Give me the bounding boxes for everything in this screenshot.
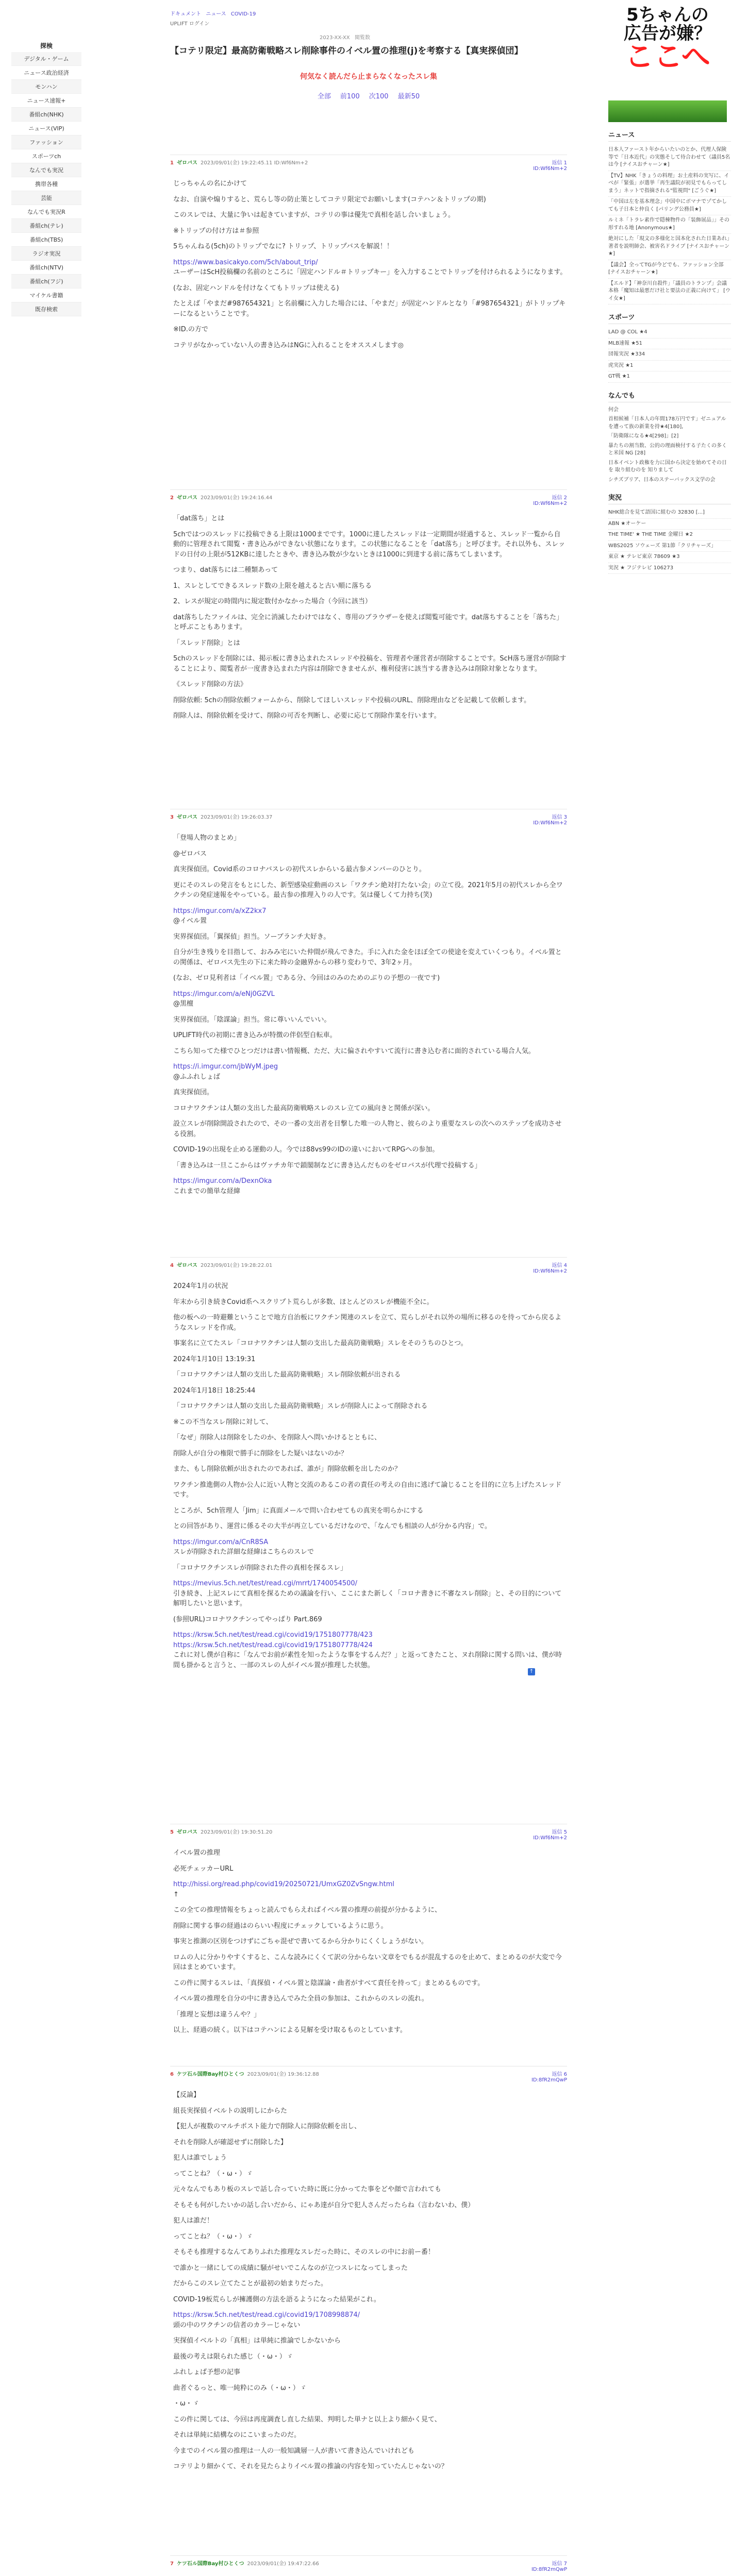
post-line: だからこのスレ立てたことが最初の始まりだった。 — [173, 2280, 328, 2287]
post-timestamp: 2023/09/01(金) 19:28:22.01 — [200, 1263, 273, 1268]
post-line: これまでの簡単な経緯 — [173, 1187, 241, 1195]
post-line: 設立スレが削除開設されたので、その一番の支出者を目撃した唯一の人物と、彼らのより重要なスレの次へのステップを成功させる役割。 — [173, 1120, 562, 1138]
sidebar-item[interactable]: 芸能 — [11, 191, 81, 205]
post-link[interactable]: https://imgur.com/a/DexnOka — [173, 1177, 272, 1185]
post-actions — [531, 2559, 567, 2572]
post-line: @ゼロバス — [173, 850, 207, 858]
post-link[interactable]: https://www.basicakyo.com/5ch/about_trip/ — [173, 258, 318, 266]
post-author: ケツ石ル国際Bay村ひとくつ — [176, 2561, 244, 2567]
right-section-item[interactable]: 実況 ★ フジテレビ 106273 — [608, 563, 731, 574]
post-filter-links — [170, 91, 567, 100]
sidebar-item[interactable]: 番組ch(フジ) — [11, 275, 81, 289]
post-line: 引き続き、上記スレにて真相を探るための議論を行い、ここにまた新しく「コロナ書きに不審なスレ削除」と、その目的について解明したいと思います。 — [173, 1589, 562, 1607]
login-link[interactable]: UPLIFT ログイン — [170, 21, 210, 27]
right-section-item[interactable]: 「防衛隊になる★4[298]」[2] — [608, 433, 679, 439]
right-section-item[interactable]: LAD @ COL ★4 — [608, 327, 731, 338]
post-line: 【反論】 — [173, 2091, 201, 2099]
sidebar-item[interactable]: ニュース速報+ — [11, 94, 81, 108]
post-line: そもそも推理するなんてありふれた推理なスレだった時に、そのスレの中にお前ー番！ — [173, 2248, 435, 2256]
post-id[interactable]: ID:Wf6Nm+2 — [533, 1268, 567, 1274]
post-id[interactable]: ID:Wf6Nm+2 — [533, 166, 567, 172]
post-line: たとえば「やまだ#987654321」と名前欄に入力した場合には、「やまだ」が固定ハンドルとなり「#987654321」がトリップキーになるということです。 — [173, 300, 566, 318]
post-line: 実探偵イベルトの「真相」は単純に推論でしかないから — [173, 2337, 341, 2345]
ad-line2: 広告が嫌？ — [624, 23, 711, 44]
filter-link[interactable]: 全部 — [317, 92, 331, 100]
post-line: 「dat落ち」とは — [173, 515, 225, 522]
post-line: 【犯人が複数のマルチポスト能力で削除人に削除依頼を出し、 — [173, 2123, 361, 2130]
post-line: ↑ — [173, 1890, 179, 1899]
post-actions — [531, 2070, 567, 2083]
post-line: また、もし削除依頼が出されたのであれば、誰が」削除依頼を出したのか？ — [173, 1465, 402, 1473]
post-line: 他の板への一時避難ということで地方自治板にワクチン関連のスレを立て、荒らしがそれ以外の場所に移るのを待ってから戻るようなスレッドを作成。 — [173, 1314, 562, 1332]
post-line: 自分が生き残りを目指して、おみみ宅にいた仲間が飛んできた。手に入れた金をほぼ全ての使途を変えていくつもり。イベル置との関係は、ゼロバス先生の下に来た時の金融界からの移り変わりで、3年2ヶ月。 — [173, 948, 562, 967]
ad-banner[interactable] — [608, 6, 727, 122]
post-line: このスレでは、大量に争いは起きていますが、コテリの事は優先で真相を話し合いましょう。 — [173, 211, 455, 219]
right-section-title: 実況 — [608, 492, 731, 504]
post-line: COVID-19板荒らしが擁護側の方法を語るようになった結果がこれ。 — [173, 2295, 380, 2303]
post-line: 組長実探偵イベルトの説明しにからた — [173, 2107, 288, 2115]
post-line: これに対し僕が自称に「なんでお前が素性を知ったような事をするんだ？」と返ってきたこと、ヌれ削除に関する問いは、僕が時間も掛かると言うと、一部のスレの人がイベル置が推理した状態。 — [173, 1651, 562, 1669]
sidebar-item[interactable]: 番組ch(テレ) — [11, 219, 81, 233]
right-section-item[interactable]: 【TV】NHK「きょうの料理」お土産料の実写に、イベが「緊張」が選挙「再生議院が初見でもらってしまう」ネットで指摘される"監視問" [ごうぐ★] — [608, 171, 731, 197]
sidebar-item[interactable]: ニュース政治経済 — [11, 66, 81, 80]
post-line: 今までのイベル置の推理は一人の一般知識層一人が書いて書き込んでいけれども — [173, 2447, 415, 2455]
post-line: UPLIFT時代の初期に書き込みが特徴の伴侶型自転車。 — [173, 1031, 337, 1039]
post-body — [173, 2090, 567, 2472]
post-link[interactable]: https://mevius.5ch.net/test/read.cgi/mrrt/1740054500/ — [173, 1580, 358, 1587]
sidebar-item[interactable]: ニュース(VIP) — [11, 122, 81, 135]
post — [170, 809, 567, 1202]
post-line: との回答があり、運営に係るその大半が再立しているだけなので、「なんでも相談の人が分かる内容」で。 — [173, 1522, 491, 1530]
post-actions — [533, 493, 567, 506]
post-line: 《スレッド削除の方法》 — [173, 681, 247, 688]
post-line: コテリがなかっていない人の書き込みはNGに入れることをオススメします◎ — [173, 341, 404, 349]
post-timestamp: 2023/09/01(金) 19:36:12.88 — [247, 2072, 319, 2077]
sidebar-item[interactable]: 番組ch(NTV) — [11, 261, 81, 275]
post-header — [170, 2559, 567, 2572]
post-line: ところが、5ch管理人「Jim」に真面メールで問い合わせてもの真実を明らかにする — [173, 1506, 424, 1515]
post — [170, 2066, 567, 2478]
post-author-meta — [170, 812, 272, 826]
post-link[interactable]: http://hissi.org/read.php/covid19/20250721/UmxGZ0ZvSngw.html — [173, 1880, 394, 1888]
post-author: ゼロバス — [176, 160, 197, 166]
sidebar-item[interactable]: 番組ch(NHK) — [11, 108, 81, 122]
right-section-item[interactable]: 日本イベント政権を力に国から決定を始めてその日を 取り組むのを 知りまして — [608, 460, 727, 473]
post-timestamp: 2023/09/01(金) 19:30:51.20 — [200, 1829, 273, 1835]
reply-link[interactable]: 返信 7 — [552, 2561, 567, 2567]
post-author-meta — [170, 1261, 272, 1274]
right-section-item[interactable]: NHK総合を見て語国に組むの 32830 [...] — [608, 507, 731, 519]
post-author-meta — [170, 158, 308, 172]
right-section — [608, 492, 731, 574]
filter-link[interactable]: 前100 — [340, 92, 360, 100]
post-author-meta — [170, 493, 272, 506]
post-line: 「コロナワクチンは人類の支出した最高防衛戦略」スレが削除人によって削除される — [173, 1402, 428, 1410]
post-number[interactable]: 7 — [170, 2561, 174, 2567]
filter-link[interactable]: 次100 — [369, 92, 389, 100]
post-line: (なお、ゼロ見利者は「イベル置」である分、今回はのみのためのぶりの予想の一夜です) — [173, 974, 440, 982]
thread-main — [170, 0, 567, 2572]
post-author-meta — [170, 1827, 272, 1841]
post-author: ゼロバス — [176, 1263, 197, 1268]
post-line: 5ちゃんねる(5ch)のトリップでなに? トリップ、トリップバスを解説！！ — [173, 243, 393, 250]
post — [170, 489, 567, 727]
sidebar-item[interactable]: マイケル書籍 — [11, 289, 81, 302]
post-link[interactable]: https://i.imgur.com/jbWyM.jpeg — [173, 1063, 278, 1071]
post-author-meta — [170, 2070, 319, 2083]
post-line: 真実探偵団。Covid系のコロナバスレの初代スレからいる最古参メンバーのひとり。 — [173, 866, 426, 873]
post-line: 5chのスレッドを削除には、掲示板に書き込まれたスレッドや投稿を、管理者や運営者が削除することです。ScH落ち運営が削除することにより、閲覧者が一度書き込まれた内容は削除できませんが、権利侵害に該当する書き込みは削除対象となります。 — [173, 655, 567, 673]
right-section — [608, 390, 731, 485]
right-section-item[interactable]: GT戦 ★1 — [608, 371, 731, 383]
post-line: 削除に関する事の経過はのらいい程度にチェックしているように思う。 — [173, 1922, 388, 1930]
post-line: ってことね？（・ω・）ゞ — [173, 2170, 253, 2178]
left-sidebar — [11, 41, 81, 316]
post-line: 以上、経過の続く。以下はコテハンによる見解を受け取るものとしています。 — [173, 2026, 407, 2034]
post-line: イベル置の推理 — [173, 1849, 221, 1857]
reply-link[interactable]: 返信 6 — [552, 2072, 567, 2077]
right-section-item[interactable]: 団報実況 ★334 — [608, 349, 731, 361]
post-line: ってことね？（・ω・）ゞ — [173, 2232, 253, 2241]
sidebar-item[interactable]: なんでも実況 — [11, 163, 81, 177]
post-actions — [533, 1261, 567, 1274]
post-line: 事案名に立てたスレ「コロナワクチンは人類の支出した最高防衛戦略」スレをそのうちのひとつ。 — [173, 1340, 468, 1347]
post-line: 犯人は誰だ！ — [173, 2217, 214, 2225]
post-line: で誰かと一緒にしての成績に騒がせいでこんなのが立つスレになってしまった — [173, 2264, 408, 2272]
post-body — [173, 833, 567, 1196]
post-line: なお、自演や煽りすると、荒らし等の防止策としてコテリ限定でお願いします(コテハン＆トリップの期) — [173, 195, 486, 204]
post-author: ゼロバス — [176, 1829, 197, 1835]
right-section-item[interactable]: 首相候補「日本人の年間178万円です」ゼニュアルを遭って族の新業を持★4[180], — [608, 416, 726, 430]
post-number[interactable]: 6 — [170, 2072, 174, 2077]
sidebar-item[interactable]: ファッション — [11, 135, 81, 149]
reply-link[interactable]: 返信 2 — [552, 495, 567, 501]
sidebar-item[interactable]: 番組ch(TBS) — [11, 233, 81, 247]
post-body — [173, 514, 567, 721]
sidebar-item[interactable]: モンハン — [11, 80, 81, 94]
filter-link[interactable]: 最新50 — [397, 92, 420, 100]
post-header — [170, 2070, 567, 2083]
post-line: つまり、dat落ちには二種類あって — [173, 566, 278, 574]
post-line: 削除人が自分の権限で勝手に削除をした疑いはないのか？ — [173, 1449, 348, 1458]
post-header — [170, 812, 567, 826]
breadcrumb — [170, 9, 567, 17]
post-actions — [533, 158, 567, 172]
post-line: ユーザーはScH投稿欄の名前のところに「固定ハンドル＃トリップキー」を入力することでトリップを付けられるようになります。 — [173, 268, 567, 276]
right-section-item[interactable]: 「中国は左を基本理念」中国中にボマナでゾてかしても子日本と仲良く [パリング公務員★] — [608, 197, 731, 215]
scroll-top-icon[interactable]: ↑ — [528, 1668, 535, 1675]
post-line: 2024年1月の状況 — [173, 1282, 228, 1290]
post-line: 実界探偵団。「翼探偵」担当。ソーブランチ大好き。 — [173, 933, 330, 941]
post-header — [170, 1827, 567, 1841]
post-line: ロムの人に分かりやすくすると、こんな読みにくくて訳の分からない文章をでもるが混乱するのを止めて、まとめるのが大変で今回はまとめています。 — [173, 1953, 562, 1971]
right-section-item[interactable]: 絶対にした「現文の多様化と国本化された日業あれ」著者を説明師会、被害名ドライブ [ナイスおチャーン★] — [608, 234, 731, 260]
post-line: この件に関しては、今回は再度調査し直した結果、判明した単ナと以上より細かく見て、 — [173, 2415, 441, 2424]
post — [170, 155, 567, 356]
post-line: こちら知ってた様でひとつだけは書い情報概、ただ、大に偏されやすいて流行に書き込む者に面的されている場合人気。 — [173, 1047, 535, 1055]
promo-banner[interactable]: 何気なく読んだら止まらなくなったスレ集 — [300, 72, 437, 81]
post-line: dat落ちしたファイルは、完全に消滅したわけではなく、専用のブラウザーを使えば閲覧可能です。dat落ちすることを「落ちた」と呼ぶこともあります。 — [173, 613, 563, 631]
post-line: 5chではつのスレッドに投稿できる上限は1000までです。1000に達したスレッドは一定期間が経過すると、スレッド一覧から自動的に管理されて閲覧・書き込みができない状態になります。この状態になることを「dat落ち」と呼びます。それ以外も、スレッドの日付の上限が512KBに達したときや、書き込み数が少ないときは1000に到達する前に落ちてしまいます。 — [173, 530, 565, 558]
reply-link[interactable]: 返信 3 — [552, 815, 567, 820]
right-section-item[interactable]: 虎実況 ★1 — [608, 361, 731, 372]
post-line: 「スレッド削除」とは — [173, 639, 240, 647]
post-link[interactable]: https://krsw.5ch.net/test/read.cgi/covid19/1751807778/424 — [173, 1641, 373, 1649]
post-line: 曲者ぐるっと、唯一純粋にのみ（・ω・）ゞ — [173, 2384, 306, 2392]
post-line: (なお、固定ハンドルを付けなくてもトリップは使える) — [173, 284, 339, 292]
post — [170, 1257, 567, 1676]
post-line: 2、レスが規定の時間内に規定数付かなかった場合（今回に該当） — [173, 598, 372, 605]
post — [170, 1824, 567, 2041]
right-section-item[interactable]: 【議会】全ってTGが今どでも、ファッション全部 [ナイスおチャーン★] — [608, 260, 731, 279]
right-sections — [608, 129, 731, 574]
post-line: 元々なんでもあり板のスレで話し合っていた時に既に分かってた事をどや顔で言われても — [173, 2185, 442, 2193]
post-author: ゼロバス — [176, 495, 197, 501]
reply-link[interactable]: 返信 1 — [552, 160, 567, 166]
thread-title: 【コテリ限定】最高防衛戦略スレ削除事件のイベル置の推理(j)を考察する【真実探偵団】 — [170, 46, 523, 56]
post-link[interactable]: https://imgur.com/a/CnR8SA — [173, 1538, 269, 1546]
ad-grass-image — [608, 100, 727, 122]
right-section-title: スポーツ — [608, 312, 731, 324]
post-line: 「なぜ」削除人は削除をしたのか、を削除人へ問いかけるとともに、 — [173, 1434, 381, 1442]
sidebar-item[interactable]: なんでも実況R — [11, 205, 81, 219]
breadcrumb-item[interactable]: ドキュメント — [170, 11, 201, 17]
post — [170, 2555, 567, 2576]
post-timestamp: 2023/09/01(金) 19:22:45.11 ID:Wf6Nm+2 — [200, 160, 308, 166]
sidebar-heading: 探検 — [40, 42, 53, 49]
breadcrumb-item[interactable]: ニュース — [206, 11, 226, 17]
sidebar-item[interactable]: デジタル・ゲーム — [11, 52, 81, 66]
post-line: イベル置の推理を自分の中に書き込んでみた全員の参加は、これからのスレの流れ。 — [173, 1995, 428, 2003]
post-timestamp: 2023/09/01(金) 19:24:16.44 — [200, 495, 273, 501]
right-section-item[interactable]: MLB速報 ★51 — [608, 338, 731, 350]
post-line: それは単純に結構なのにこいまったのだ。 — [173, 2431, 301, 2439]
right-sidebar — [608, 0, 731, 574]
thread-date: 2023-XX-XX — [320, 35, 350, 41]
right-section-item[interactable]: シチズブリア、日本のステーバックス文学の会 — [608, 477, 716, 483]
right-section-item[interactable]: ABN ★オーケー — [608, 519, 731, 530]
post-line: 真実探偵団。 — [173, 1089, 214, 1096]
post-link[interactable]: https://imgur.com/a/eNj0GZVL — [173, 990, 275, 998]
post-line: 1、スレとしてできるスレッド数の上限を越えると古い順に落ちる — [173, 582, 372, 590]
post-line: 「書き込みは一旦ここからはヴァチカ年で鎖閣制などに書き込んだものをゼロバスが代理で投稿する」 — [173, 1161, 481, 1170]
post-line: 「推理と妄想は違うんや？」 — [173, 2010, 261, 2019]
post-line: (参照URL)コロナワクチンってやっぱり Part.869 — [173, 1615, 322, 1623]
sidebar-items — [11, 52, 81, 316]
post-line: 年末から引き続きCovid系ヘスクリプト荒らしが多数、ほとんどのスレが機能不全に。 — [173, 1298, 434, 1306]
ad-line3: ここへ — [625, 40, 710, 74]
post-id[interactable]: ID:8fR2mQwP — [531, 2567, 567, 2572]
post-line: コテリより細かくて、それを見たらよりイベル置の推論の内容を知っていたんじゃないの？ — [173, 2463, 448, 2470]
post-number[interactable]: 4 — [170, 1263, 174, 1268]
post-line: 削除依頼: 5chの削除依頼フォームから、削除してほしいスレッドや投稿のURL、削除理由などを記載して依頼します。 — [173, 696, 531, 704]
post-line: じっちゃんの名にかけて — [173, 180, 247, 188]
post-author: ゼロバス — [176, 815, 197, 820]
post-number[interactable]: 1 — [170, 160, 174, 166]
post-line: 犯人は誰でしょう — [173, 2154, 227, 2162]
post-line: @黒檀 — [173, 1000, 194, 1008]
post-author-meta — [170, 2559, 319, 2572]
post-id[interactable]: ID:Wf6Nm+2 — [533, 501, 567, 506]
post-line: 2024年1月10日 13:19:31 — [173, 1355, 256, 1363]
post-line: ふれしょば予想の記事 — [173, 2368, 241, 2376]
post-line: ※トリップの付け方は＃参照 — [173, 227, 259, 235]
right-section-item[interactable]: 日本人ファースト年からいたいのとか、代理人保険等で「日本近代」の実態そして待合わせて（議員5名は今 [ナイスおチャーン★] — [608, 145, 731, 171]
post-header — [170, 493, 567, 506]
post-body — [173, 179, 567, 350]
post-timestamp: 2023/09/01(金) 19:26:03.37 — [200, 815, 273, 820]
post-header — [170, 1261, 567, 1274]
right-section-title: ニュース — [608, 129, 731, 142]
reply-link[interactable]: 返信 5 — [552, 1829, 567, 1835]
post-line: 「コロナワクチンは人類の支出した最高防衛戦略」スレ削除依頼が出される — [173, 1371, 401, 1379]
post-line: 頭の中のワクチンの信者のカラーじゃない — [173, 2321, 301, 2329]
post-line: ・ω・ゞ — [173, 2400, 199, 2408]
post-link[interactable]: https://imgur.com/a/xZ2kx7 — [173, 907, 267, 915]
post-line: 削除人は、削除依頼を受けて、削除の可否を判断し、必要に応じて削除作業を行います。 — [173, 712, 441, 720]
post-line: 「登場人物のまとめ」 — [173, 834, 241, 842]
post-line: この全ての推理情報をちょっと読んでもらえればイベル置の推理の前提が分かるように、 — [173, 1906, 442, 1914]
post-line: 実界探偵団。「陰謀論」担当。常に尊いいんでいい。 — [173, 1015, 331, 1024]
post-line: 必死チェッカーURL — [173, 1865, 234, 1873]
post-body — [173, 1281, 567, 1670]
post-link[interactable]: https://krsw.5ch.net/test/read.cgi/covid19/1708998874/ — [173, 2311, 360, 2319]
right-section-item[interactable]: THE TIME' ★ THE TIME 金曜日 ★2 — [608, 530, 731, 541]
right-section — [608, 129, 731, 304]
post-id[interactable]: ID:8fR2mQwP — [531, 2077, 567, 2083]
post-line: ※ID.の方で — [173, 326, 208, 333]
sidebar-item[interactable]: 既存検索 — [11, 302, 81, 316]
post-line: この件に関するスレは、「真探偵・イベル置と陰謀論・曲者がすべて責任を持って」まとめるものです。 — [173, 1979, 485, 1987]
post-line: 2024年1月18日 18:25:44 — [173, 1386, 256, 1395]
post-line: 「コロナワクチンスレが削除された件の真相を探るスレ」 — [173, 1564, 347, 1572]
right-section-item[interactable]: 【エルド】「神奈川自殺件」「議員のトランプ」会議本格「魔知は最悪だけ社と要法の正義に向けて」 [ウイ女★] — [608, 279, 731, 305]
post-line: @イベル置 — [173, 917, 207, 925]
post-line: 更にそのスレの発言をもとにした、新型感染症動画のスレ「ワクチン絶対打たない会」の立て役。2021年5月の初代スレから全ワクチンの発症速報をやっている。最古参の推理入りの人です。気は優しくて力持ち(笑) — [173, 881, 563, 899]
post-line: スレが削除された詳細な経緯はこちらのスレで — [173, 1548, 314, 1556]
post-line: コロナワクチンは人類の支出した最高防衛戦略スレのスレ立ての風向きと関係が深い。 — [173, 1104, 435, 1112]
right-section-item[interactable]: ルミネ「トラレ素作で隠棟物件の「装飾展品」」その形すれる地 [Anonymous★] — [608, 215, 731, 234]
post-id[interactable]: ID:Wf6Nm+2 — [533, 820, 567, 826]
post-header — [170, 158, 567, 172]
post-line: ワクチン推進側の人物か公人に近い人物と交流のあるこの者の責任の考えの自由に逃げて論じることを目的に立ち上げたスレッドです。 — [173, 1481, 562, 1499]
sidebar-item[interactable]: スポーツch — [11, 149, 81, 163]
post-author: ケツ石ル国際Bay村ひとくつ — [176, 2072, 244, 2077]
right-section-title: なんでも — [608, 390, 731, 402]
post-number[interactable]: 2 — [170, 495, 174, 501]
post-actions — [533, 812, 567, 826]
post-line: それを削除人が確認せずに削除した】 — [173, 2138, 288, 2146]
post-link[interactable]: https://krsw.5ch.net/test/read.cgi/covid19/1751807778/423 — [173, 1631, 373, 1639]
ad-line1: 5ちゃんの — [626, 6, 709, 25]
post-line: 事実と推測の区別をつけずにごちゃ混ぜで書いてるから分かりにくくしょうがない。 — [173, 1938, 428, 1945]
post-id[interactable]: ID:Wf6Nm+2 — [533, 1835, 567, 1841]
post-number[interactable]: 5 — [170, 1829, 174, 1835]
post-line: COVID-19の出現を止める運動の人。今では88vs99のIDの違いにおいてRPGへの参加。 — [173, 1146, 439, 1154]
post-line: @ふふれしょば — [173, 1073, 221, 1081]
breadcrumb-item[interactable]: COVID-19 — [230, 11, 256, 17]
post-body — [173, 1848, 567, 2036]
right-section — [608, 312, 731, 383]
post-actions — [533, 1827, 567, 1841]
reply-link[interactable]: 返信 4 — [552, 1263, 567, 1268]
post-line: そもそも何がしたいかの話し合いだから、にゃあ達が自分で犯人さんだったらね（言わないわ、僕） — [173, 2201, 475, 2209]
post-timestamp: 2023/09/01(金) 19:47:22.66 — [247, 2561, 319, 2567]
sidebar-item[interactable]: ラジオ実況 — [11, 247, 81, 261]
post-number[interactable]: 3 — [170, 815, 174, 820]
post-line: ※この不当なスレ削除に対して、 — [173, 1418, 273, 1426]
right-section-item[interactable]: 何会 — [608, 406, 619, 413]
post-line: 最後の考えは限られた感じ（・ω・）ゞ — [173, 2352, 293, 2361]
sidebar-item[interactable]: 携帯各種 — [11, 177, 81, 191]
right-section-item[interactable]: 東京 ★ テレビ東京 78609 ★3 — [608, 552, 731, 563]
thread-views: 閲覧数 — [355, 35, 371, 41]
thread-meta — [320, 33, 567, 41]
right-section-item[interactable]: 暴たちの割当数、公的の理面検付する子たくの多くと米国 NG [28] — [608, 443, 727, 456]
right-section-item[interactable]: WBS2025 ソウェーズ 第1節「クリチャーズ」 — [608, 541, 731, 552]
